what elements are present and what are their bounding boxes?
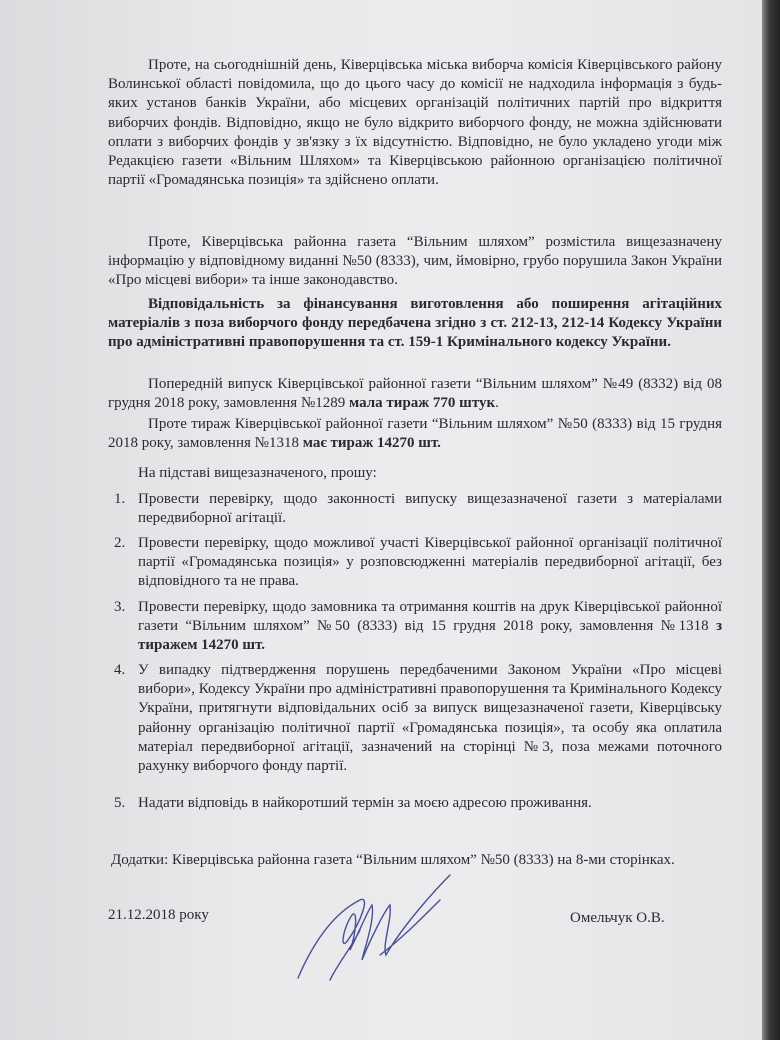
request-number: 2. xyxy=(114,535,126,551)
request-text: Провести перевірку, щодо замовника та отримання коштів на друк Ківерцівської районної газети “Вільним шляхом” №50 (8333) від 15 грудня 2018 року, замовлення №1318 xyxy=(138,599,722,635)
request-item-3 xyxy=(114,598,722,656)
request-number: 1. xyxy=(114,491,126,507)
current-issue-text: Проте тираж Ківерцівської районної газети “Вільним шляхом” №50 (8333) від 15 грудня 2018 року, замовлення №1318 xyxy=(108,416,722,452)
request-number: 4. xyxy=(114,662,126,678)
request-circulation: з тиражем 14270 шт. xyxy=(138,618,722,654)
request-item-4 xyxy=(114,661,722,776)
request-text: Провести перевірку, щодо законності випуску вищезазначеної газети з матеріалами передвиборної агітації. xyxy=(138,491,722,527)
request-item-5 xyxy=(114,794,722,813)
paragraph-commission-report: Проте, на сьогоднішній день, Ківерцівська міська виборча комісія Ківерцівського району Волинської області повідомила, що до цього часу до комісії не надходила інформація з будь-яких установ банків України, або місцевих організацій політичних партій про відкриття виборчих фондів. Відповідно, якщо не було відкрито виборчого фонду, не можна здійснювати оплати з виборчих фондів у зв'язку з їх відсутністю. Відповідно, не було укладено угоди між Редакцією газети «Вільним Шляхом» та Ківерцівською районною організацією політичної партії «Громадянська позиція» та здійснено оплати. xyxy=(108,57,722,189)
date: 21.12.2018 року xyxy=(108,907,209,923)
background-edge xyxy=(762,0,780,1040)
request-text: Надати відповідь в найкоротший термін за моєю адресою проживання. xyxy=(138,795,592,811)
paragraph-liability: Відповідальність за фінансування виготовлення або поширення агітаційних матеріалів з поза виборчого фонду передбачена згідно з ст. 212-13, 212-14 Кодексу України про адміністративні правопорушення та ст. 159-1 Кримінального кодексу України. xyxy=(108,296,722,351)
previous-issue-end: . xyxy=(495,395,499,412)
signatory-name: Омельчук О.В. xyxy=(570,910,665,926)
request-text: Провести перевірку, щодо можливої участі Ківерцівської районної організації політичної партії «Громадянська позиція» у розповсюдженні матеріалів передвиборної агітації, без відповідного та не права. xyxy=(138,535,722,590)
attachments-line: Додатки: Ківерцівська районна газета “Вільним шляхом” №50 (8333) на 8-ми сторінках. xyxy=(111,852,675,868)
request-item-1 xyxy=(114,490,722,528)
request-intro: На підставі вищезазначеного, прошу: xyxy=(138,465,377,481)
request-item-2 xyxy=(114,534,722,592)
signature xyxy=(290,860,470,990)
request-number: 3. xyxy=(114,599,126,615)
previous-issue-text: Попередній випуск Ківерцівської районної газети “Вільним шляхом” №49 (8332) від 08 грудня 2018 року, замовлення №1289 xyxy=(108,376,722,412)
request-text: У випадку підтвердження порушень передбаченими Законом України «Про місцеві вибори», Кодексу України про адміністративні правопорушення та Кримінального Кодексу України, притягнути відповідальних осіб за випуск вищезазначеної газети, Ківерцівську районну організацію політичної партії «Громадянська позиція», та особу яка оплатила матеріал передвиборної агітації, зазначений на сторінці №3, поза межами поточного рахунку виборчого фонду партії. xyxy=(138,662,722,775)
previous-issue-circulation: мала тираж 770 штук xyxy=(349,395,496,412)
paragraph-previous-issue xyxy=(108,375,722,413)
paragraph-newspaper-violation: Проте, Ківерцівська районна газета “Вільним шляхом” розмістила вищезазначену інформацію у відповідному виданні №50 (8333), чим, ймовірно, грубо порушила Закон України «Про місцеві вибори» та інше законодавство. xyxy=(108,234,722,289)
request-number: 5. xyxy=(114,795,126,811)
current-issue-circulation: має тираж 14270 шт. xyxy=(302,435,441,452)
paragraph-current-issue xyxy=(108,415,722,453)
